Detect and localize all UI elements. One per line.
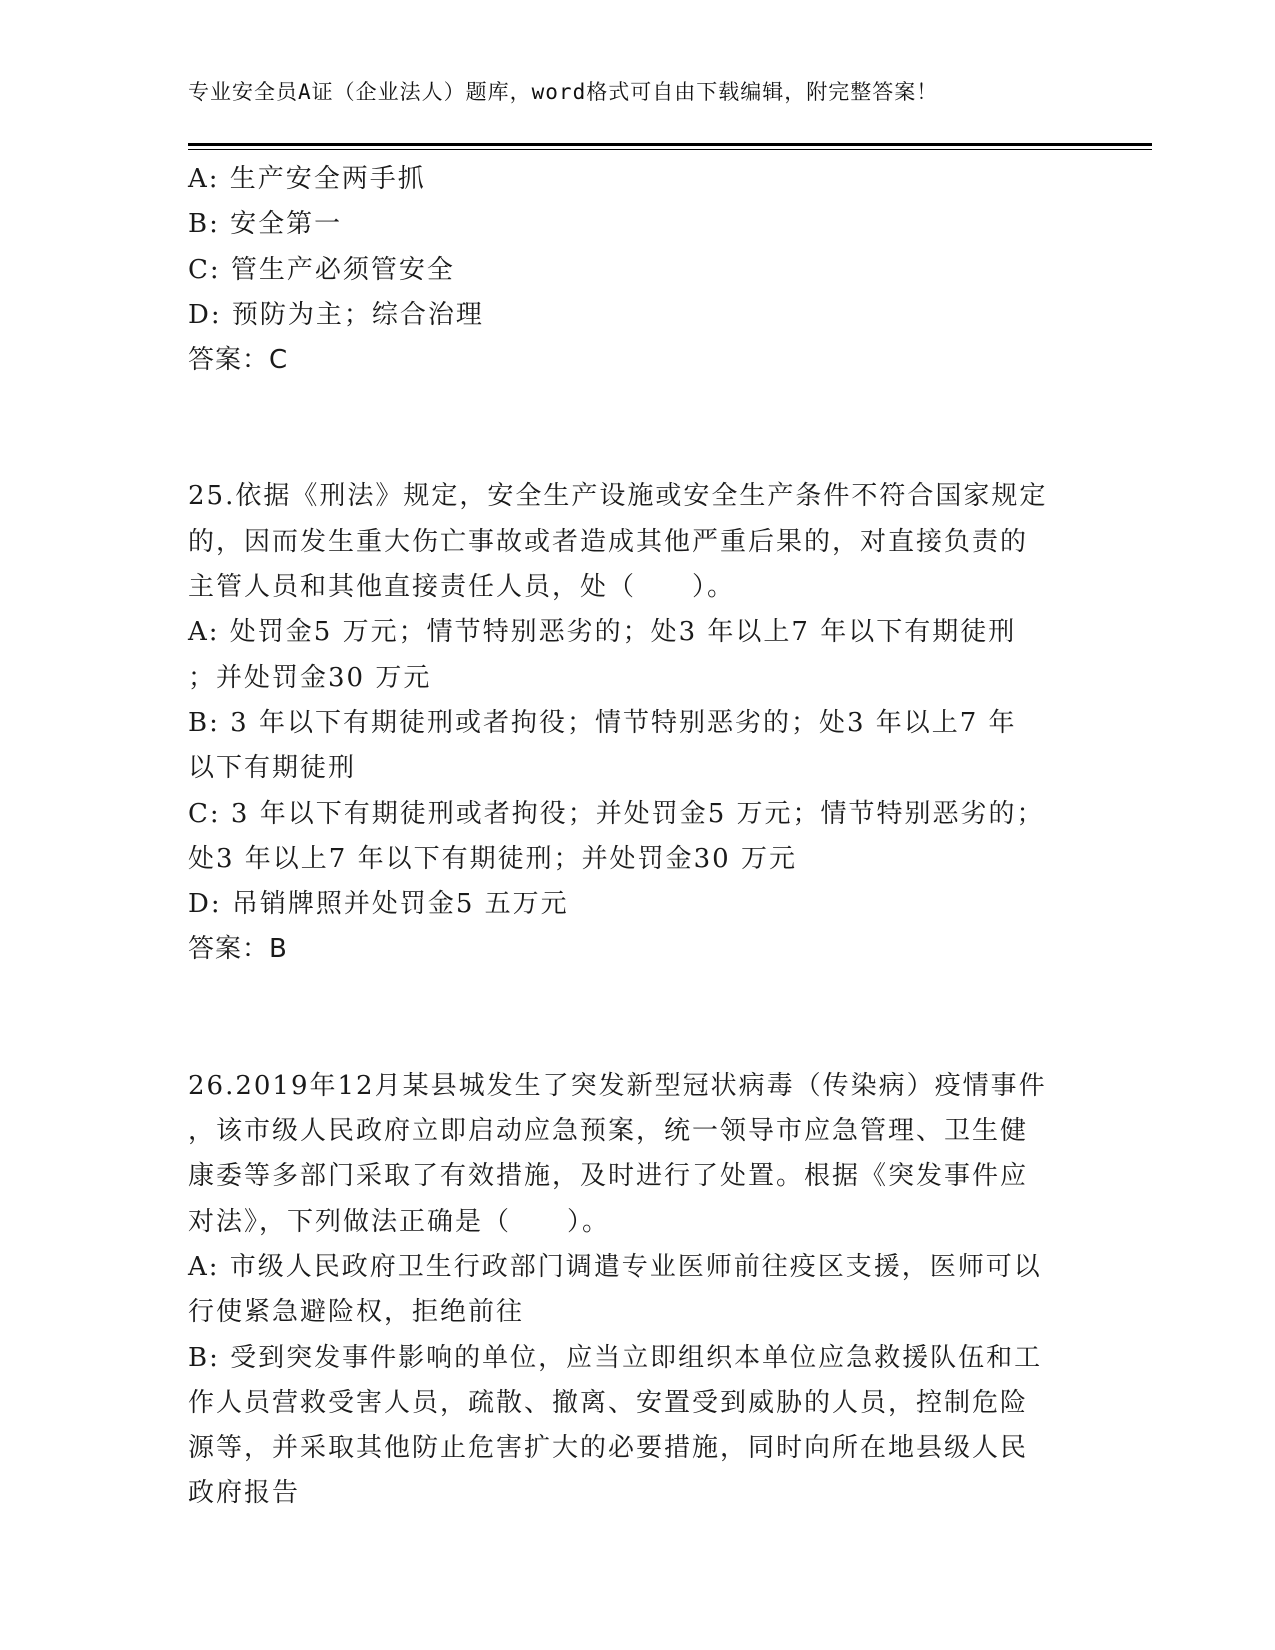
q26-stem-line: 26.2019年12月某县城发生了突发新型冠状病毒（传染病）疫情事件 <box>188 1070 1047 1101</box>
q26-option-b-cont: 政府报告 <box>188 1478 301 1509</box>
q24-option-a: A: 生产安全两手抓 <box>188 164 426 194</box>
q24-option-c: C: 管生产必须管安全 <box>188 254 455 285</box>
q26-option-b-cont: 源等，并采取其他防止危害扩大的必要措施，同时向所在地县级人民 <box>188 1433 1029 1464</box>
q25-option-a: A: 处罚金5 万元；情节特别恶劣的；处3 年以上7 年以下有期徒刑 <box>188 617 1017 648</box>
q26-stem-line: 康委等多部门采取了有效措施，及时进行了处置。根据《突发事件应 <box>188 1161 1029 1192</box>
q25-stem-line: 主管人员和其他直接责任人员，处（ ）。 <box>188 572 736 603</box>
q26-option-a-cont: 行使紧急避险权，拒绝前往 <box>188 1297 525 1328</box>
q26-stem-line: 对法》，下列做法正确是（ ）。 <box>188 1206 611 1237</box>
q26-option-b: B: 受到突发事件影响的单位，应当立即组织本单位应急救援队伍和工 <box>188 1342 1043 1373</box>
q25-option-a-cont: ；并处罚金30 万元 <box>188 662 432 693</box>
q26-stem-line: ，该市级人民政府立即启动应急预案，统一领导市应急管理、卫生健 <box>188 1116 1029 1147</box>
q26-option-a: A: 市级人民政府卫生行政部门调遣专业医师前往疫区支援，医师可以 <box>188 1251 1042 1282</box>
q25-option-b: B: 3 年以下有期徒刑或者拘役；情节特别恶劣的；处3 年以上7 年 <box>188 707 1017 738</box>
q25-stem-line: 的，因而发生重大伤亡事故或者造成其他严重后果的，对直接负责的 <box>188 526 1029 557</box>
q25-stem-line: 25.依据《刑法》规定，安全生产设施或安全生产条件不符合国家规定 <box>188 481 1048 512</box>
question-content <box>188 157 1088 1517</box>
header-rule-thick <box>188 143 1152 146</box>
q24-answer: 答案：C <box>188 345 289 376</box>
page-header: 专业安全员A证（企业法人）题库，word格式可自由下载编辑，附完整答案！ <box>188 80 939 104</box>
q25-option-b-cont: 以下有期徒刑 <box>188 753 357 784</box>
q25-option-d: D: 吊销牌照并处罚金5 五万元 <box>188 889 569 920</box>
header-rule-thin <box>188 149 1152 150</box>
q25-answer: 答案：B <box>188 934 288 965</box>
q25-option-c: C: 3 年以下有期徒刑或者拘役；并处罚金5 万元；情节特别恶劣的； <box>188 798 1045 829</box>
q26-option-b-cont: 作人员营救受害人员，疏散、撤离、安置受到威胁的人员，控制危险 <box>188 1387 1029 1418</box>
q25-option-c-cont: 处3 年以上7 年以下有期徒刑；并处罚金30 万元 <box>188 843 797 874</box>
q24-option-b: B: 安全第一 <box>188 209 343 240</box>
q24-option-d: D: 预防为主；综合治理 <box>188 299 484 330</box>
